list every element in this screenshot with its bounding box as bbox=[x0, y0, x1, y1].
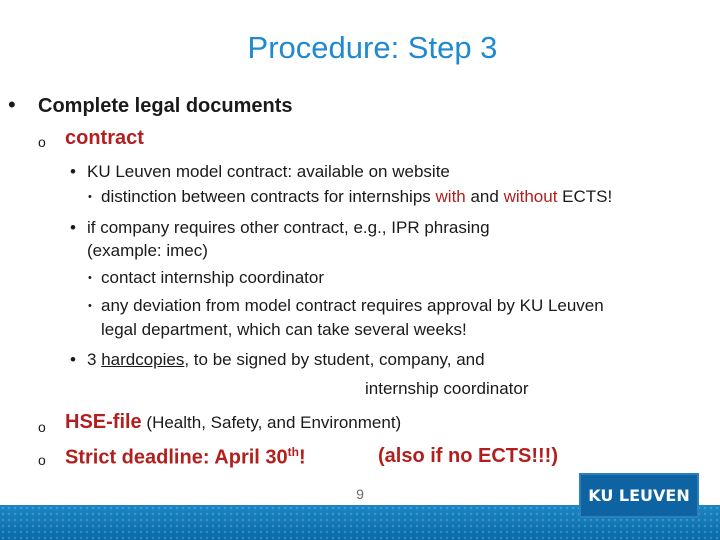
hse-item: HSE-file (Health, Safety, and Environment) bbox=[65, 411, 402, 433]
small-bullet-dot: • bbox=[88, 300, 92, 312]
deviation-text-cont: legal department, which can take several weeks! bbox=[101, 320, 467, 339]
contact-coordinator-text: contact internship coordinator bbox=[101, 268, 325, 287]
circle-bullet: o bbox=[38, 452, 46, 468]
small-bullet-dot: • bbox=[88, 272, 92, 284]
bullet-dot: • bbox=[70, 162, 76, 181]
other-contract-text: if company requires other contract, e.g., IPR phrasing bbox=[87, 218, 490, 237]
model-contract-text: KU Leuven model contract: available on website bbox=[87, 162, 450, 181]
contract-label: contract bbox=[65, 127, 144, 149]
page-number: 9 bbox=[356, 486, 364, 502]
distinction-text: distinction between contracts for internships with and without ECTS! bbox=[101, 187, 613, 206]
deadline-item: Strict deadline: April 30th! bbox=[65, 445, 306, 469]
other-contract-example: (example: imec) bbox=[87, 241, 208, 260]
circle-bullet: o bbox=[38, 419, 46, 435]
deviation-text: any deviation from model contract requires approval by KU Leuven bbox=[101, 296, 604, 315]
small-bullet-dot: • bbox=[88, 191, 92, 203]
hardcopies-text: 3 hardcopies, to be signed by student, company, and bbox=[87, 350, 485, 369]
hardcopies-link[interactable]: hardcopies bbox=[101, 350, 185, 369]
circle-bullet: o bbox=[38, 134, 46, 150]
ku-leuven-logo: KU LEUVEN bbox=[579, 473, 699, 518]
bullet-dot: • bbox=[70, 218, 76, 237]
bullet-dot: • bbox=[70, 350, 76, 369]
bullet-dot: • bbox=[8, 92, 16, 117]
deadline-note: (also if no ECTS!!!) bbox=[378, 445, 558, 467]
main-bullet-text: Complete legal documents bbox=[38, 95, 293, 117]
hardcopies-text-cont: internship coordinator bbox=[365, 379, 529, 398]
slide-title: Procedure: Step 3 bbox=[247, 30, 498, 65]
